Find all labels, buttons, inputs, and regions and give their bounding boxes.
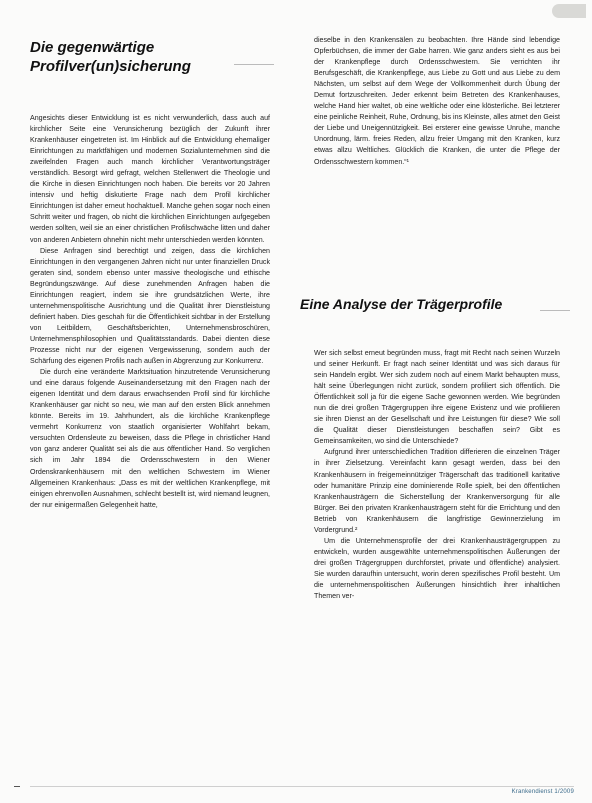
- title-line-1: Die gegenwärtige: [30, 39, 155, 56]
- paragraph: Um die Unternehmensprofile der drei Krankenhausträgergruppen zu entwickeln, wurden ausgewählte unternehmenspolitischen Äußerungen der drei großen Trägergruppen durchforstet, private und öffentliche) analysiert. Sie wurden daraufhin untersucht, worin deren spezifisches Profil besteht. Um die unternehmenspolitischen Äußerungen hinsichtlich ihrer inhaltlichen Themen ver-: [314, 536, 560, 601]
- page-title: [30, 38, 265, 76]
- margin-tick: [14, 786, 20, 787]
- paragraph: Angesichts dieser Entwicklung ist es nicht verwunderlich, dass auch auf kirchlicher Seite eine Verunsicherung bezüglich der Zukunft ihrer Krankenhäuser eingetreten ist. Im Hinblick auf die Entwicklung ehemaliger Einrichtungen zu marktfähigen und modernen Sozialunternehmen sind die zweifelnden Fragen auch manch kirchlicher Verantwortungsträger verständlich. Besorgt wird gefragt, welchen Stellenwert die Theologie und die Kirche in diesen Einrichtungen noch haben. Die bereits vor 20 Jahren intensiv und heftig diskutierte Frage nach dem Profil kirchlicher Einrichtungen ist daher erneut hochaktuell. Manche gehen sogar noch einen Schritt weiter und fragen, ob nicht die kirchlichen Einrichtungen aufgegeben werden sollten, weil sie an einer christlichen Profilschwäche litten und daher von anderen Anbietern ohnehin nicht mehr unterschieden werden könnten.: [30, 114, 270, 244]
- corner-tab-marker: [552, 4, 586, 18]
- right-text-column-bottom: [314, 348, 560, 602]
- paragraph: Diese Anfragen sind berechtigt und zeigen, dass die kirchlichen Einrichtungen in den vergangenen Jahren nicht nur unter finanziellen Druck geraten sind, sondern ebenso unter massive theologische und ethische Begründungszwänge. Auf diese zunehmenden Anfragen haben die Einrichtungen reagiert, indem sie ihre grundsätzlichen Werte, ihre unternehmenspolitische Ausrichtung und die Qualität ihrer Dienstleistung definiert haben. Dies geschah für die Öffentlichkeit sichtbar in der Erstellung von Leitbildern, Geschäftsberichten, Unternehmensbroschüren, Unternehmensphilosophien und Qualitätsstandards. Dabei dienten diese Prozesse nicht nur der eigenen Vergewisserung, sondern auch der Schärfung des eigenen Profils nach außen in Abgrenzung zur Konkurrenz.: [30, 246, 270, 366]
- paragraph: Die durch eine veränderte Marktsituation hinzutretende Verunsicherung und eine daraus folgende Auseinandersetzung mit den Fragen nach der eigenen Identität und dem daraus erwachsenden Profil sind für kirchliche Krankenhäuser gar nicht so neu, wie man auf den ersten Blick annehmen könnte. Bereits im 19. Jahrhundert, als die kirchliche Krankenpflege vermehrt Konkurrenz von staatlich organisierter Wohlfahrt bekam, versuchten Ordensleute zu beweisen, dass die Pflege in christlicher Hand von ganz anderer Qualität sei als die aus öffentlicher Hand. So verglichen sich im Jahr 1894 die Ordensschwestern in den Wiener Ordenskrankenhäusern mit den weltlichen Schwestern im Wiener Allgemeinen Krankenhaus: „Dass es mit der weltlichen Krankenpflege, mit einigen ehrenvollen Ausnahmen, schlecht bestellt ist, wird niemand leugnen, der nur einigermaßen Gelegenheit hatte,: [30, 368, 270, 509]
- paragraph: Aufgrund ihrer unterschiedlichen Tradition differieren die einzelnen Träger in ihrer Zielsetzung. Vereinfacht kann gesagt werden, dass bei den Krankenhäusern in freigemeinnütziger Trägerschaft das traditionell karitative oder humanitäre Prinzip eine dominierende Rolle spielt, bei den öffentlichen Krankenhausträgern die Sicherstellung der Krankenversorgung für alle Bürger. Bei den privaten Krankenhausträgern steht für die Errichtung und den Betrieb von Krankenhäusern die langfristige Gewinnerzielung im Vordergrund.²: [314, 448, 560, 534]
- title-line-2: Profilver(un)sicherung: [30, 58, 191, 75]
- paragraph: Wer sich selbst erneut begründen muss, fragt mit Recht nach seinen Wurzeln und seiner Herkunft. Er fragt nach seiner Identität und was sich daraus für sein Handeln ergibt. Wer sich zudem noch auf einem Markt behaupten muss, hält seine Überlegungen nicht zurück, sondern profiliert sich öffentlich. Die Öffentlichkeit soll ja für die eigene Sache gewonnen werden. Wie begründen nun die drei großen Trägergruppen ihre eigene Existenz und wie profilieren sie ihren Dienst an der Gesellschaft und ihre Leistungen für diese? Wie soll die Qualität dieser Dienstleistungen beschaffen sein? Gibt es Gemeinsamkeiten, wo sind die Unterschiede?: [314, 349, 560, 446]
- section-heading: Eine Analyse der Trägerprofile: [300, 296, 503, 312]
- right-text-column-top: [314, 35, 560, 168]
- page-footer: Krankendienst 1/2009: [511, 789, 574, 795]
- paragraph: dieselbe in den Krankensälen zu beobachten. Ihre Hände sind lebendige Opferbüchsen, die immer der Gabe harren. Wie ganz anders sieht es aus bei der Krankenpflege durch Ordensschwestern. Sie verrichten ihr Berufsgeschäft, die Krankenpflege, aus Liebe zu Gott und aus Liebe zu dem Nächsten, um selbst auf dem Wege der Vollkommenheit durch Übung der Demut fortzuschreiten. Jeder erkennt beim Betreten des Krankenhauses, welche Hand hier waltet, ob eine weltliche oder eine klösterliche. Bei letzterer eine peinliche Reinheit, Ruhe, Ordnung, bis ins Kleinste, alles atmet den Geist der Liebe und Uneigennützigkeit. Bei ersterer eine gewisse Unruhe, manche Unordnung, lärm. freies Reden, allzu freier Umgang mit den Kranken, kurz etwas allzu Weltliches. Glücklich die Kranken, die unter die Pflege der Ordensschwestern kommen.“¹: [314, 36, 560, 166]
- section-divider: [540, 310, 570, 311]
- footer-divider: [30, 786, 574, 787]
- title-divider: [234, 64, 274, 65]
- left-text-column: [30, 113, 270, 511]
